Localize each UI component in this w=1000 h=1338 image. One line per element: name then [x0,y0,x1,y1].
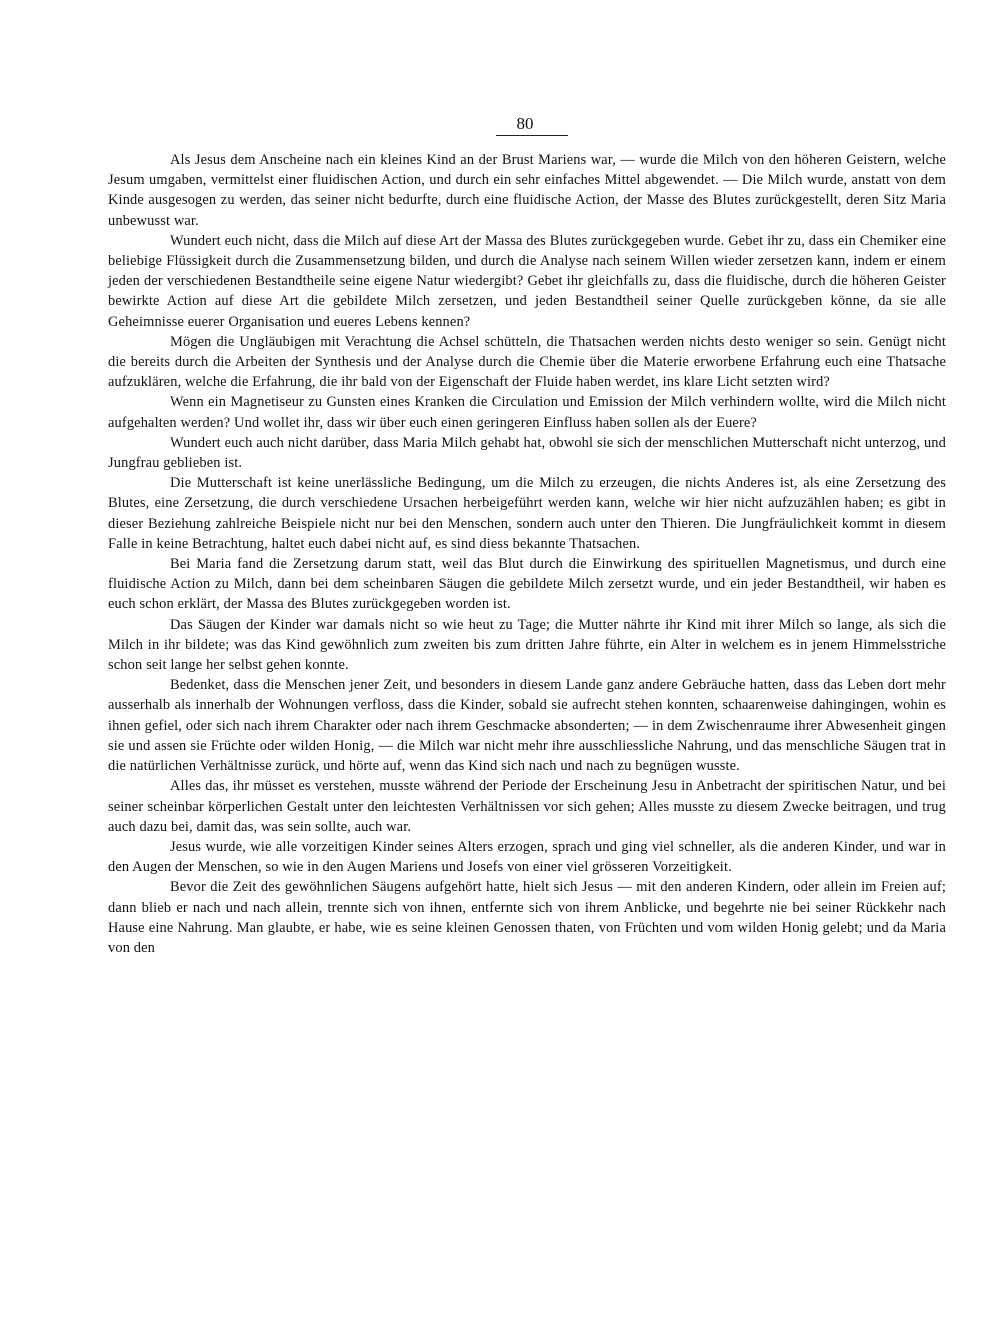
paragraph-12: Bevor die Zeit des gewöhnlichen Säugens aufgehört hatte, hielt sich Jesus — mit den anderen Kindern, oder allein im Freien auf; dann blieb er nach und nach allein, trennte sich von ihnen, entfernte sich von ihrem Anblicke, und begehrte nie bei seiner Rückkehr nach Hause eine Nahrung. Man glaubte, er habe, wie es seine kleinen Genossen thaten, von Früchten und vom wilden Honig gelebt; und da Maria von den [108,879,946,956]
paragraph-9: Bedenket, dass die Menschen jener Zeit, und besonders in diesem Lande ganz andere Gebräuche hatten, dass das Leben dort mehr ausserhalb als innerhalb der Wohnungen verfloss, dass die Kinder, sobald sie aufrecht stehen konnten, schaarenweise dahingingen, wohin es ihnen gefiel, oder sich nach ihrem Charakter oder nach ihrem Geschmacke absonderten; — in dem Zwischenraume ihrer Abwesenheit gingen sie und assen sie Früchte oder wilden Honig, — die Milch war nicht mehr ihre ausschliessliche Nahrung, und das menschliche Säugen trat in die natürlichen Verhältnisse zurück, und hörte auf, wenn das Kind sich nach und nach zu begnügen wusste. [108,677,946,775]
page-number: 80 [516,114,534,133]
paragraph-6: Die Mutterschaft ist keine unerlässliche Bedingung, um die Milch zu erzeugen, die nichts Anderes ist, als eine Zersetzung des Blutes, eine Zersetzung, die durch verschiedene Ursachen herbeigeführt werden kann, welche wir hier nicht aufzuzählen haben; es gibt in dieser Beziehung zahlreiche Beispiele nicht nur bei den Menschen, sondern auch unter den Thieren. Die Jungfräulichkeit kommt in diesem Falle in keine Betrachtung, haltet euch dabei nicht auf, es sind diess bekannte Thatsachen. [108,475,946,552]
paragraph-1: Als Jesus dem Anscheine nach ein kleines Kind an der Brust Mariens war, — wurde die Milch von den höheren Geistern, welche Jesum umgaben, vermittelst einer fluidischen Action, und durch ein sehr einfaches Mittel abgewendet. — Die Milch wurde, anstatt von dem Kinde ausgesogen zu werden, das seiner nicht bedurfte, durch eine fluidische Action, der Masse des Blutes zurückgestellt, deren Sitz Maria unbewusst war. [108,152,946,229]
paragraph-11: Jesus wurde, wie alle vorzeitigen Kinder seines Alters erzogen, sprach und ging viel schneller, als die anderen Kinder, und war in den Augen der Menschen, so wie in den Augen Mariens und Josefs von einer viel grösseren Vorzeitigkeit. [108,838,946,876]
paragraph-4: Wenn ein Magnetiseur zu Gunsten eines Kranken die Circulation und Emission der Milch verhindern wollte, wird die Milch nicht aufgehalten werden? Und wollet ihr, dass wir über euch einen geringeren Einfluss haben sollen als der Euere? [108,394,946,431]
paragraph-7: Bei Maria fand die Zersetzung darum statt, weil das Blut durch die Einwirkung des spirituellen Magnetismus, und durch eine fluidische Action zu Milch, dann bei dem scheinbaren Säugen die gebildete Milch zersetzt wurde, und ein jeder Bestandtheil, wir haben es euch schon erklärt, der Massa des Blutes zurückgegeben worden ist. [108,556,946,613]
paragraph-10: Alles das, ihr müsset es verstehen, musste während der Periode der Erscheinung Jesu in Anbetracht der spiritischen Natur, und bei seiner scheinbar körperlichen Gestalt unter den leichtesten Verhältnissen vor sich gehen; Alles musste zu diesem Zwecke beitragen, und trug auch dazu bei, damit das, was sein sollte, auch war. [108,778,946,835]
paragraph-2: Wundert euch nicht, dass die Milch auf diese Art der Massa des Blutes zurückgegeben wurde. Gebet ihr zu, dass ein Chemiker eine beliebige Flüssigkeit durch die Zusammensetzung bilden, und durch die Analyse nach seinem Willen wieder zersetzen kann, indem er einem jeden der verschiedenen Bestandtheile seine eigene Natur wiedergibt? Gebet ihr gleichfalls zu, dass die fluidische, durch die höheren Geister bewirkte Action auf diese Art die gebildete Milch zersetzen, und jeden Bestandtheil seiner Quelle zurückgeben könne, da sie alle Geheimnisse euerer Organisation und eueres Lebens kennen? [108,232,946,330]
paragraph-3: Mögen die Ungläubigen mit Verachtung die Achsel schütteln, die Thatsachen werden nichts desto weniger so sein. Genügt nicht die bereits durch die Arbeiten der Synthesis und der Analyse durch die Chemie über die Materie erworbene Erfahrung euch eine Thatsache aufzuklären, welche die Erfahrung, die ihr bald von der Eigenschaft der Fluide haben werdet, ins klare Licht setzten wird? [108,333,946,391]
page-number-rule [496,135,568,136]
body-text [108,150,946,958]
paragraph-8: Das Säugen der Kinder war damals nicht so wie heut zu Tage; die Mutter nährte ihr Kind mit ihrer Milch so lange, als sich die Milch in ihr bildete; was das Kind gewöhnlich zum zweiten bis zum dritten Jahre führte, ein Alter in welchem es in jenem Himmelsstriche schon seit lange her selbst gehen konnte. [108,616,946,674]
paragraph-5: Wundert euch auch nicht darüber, dass Maria Milch gehabt hat, obwohl sie sich der menschlichen Mutterschaft nicht unterzog, und Jungfrau geblieben ist. [108,434,946,472]
